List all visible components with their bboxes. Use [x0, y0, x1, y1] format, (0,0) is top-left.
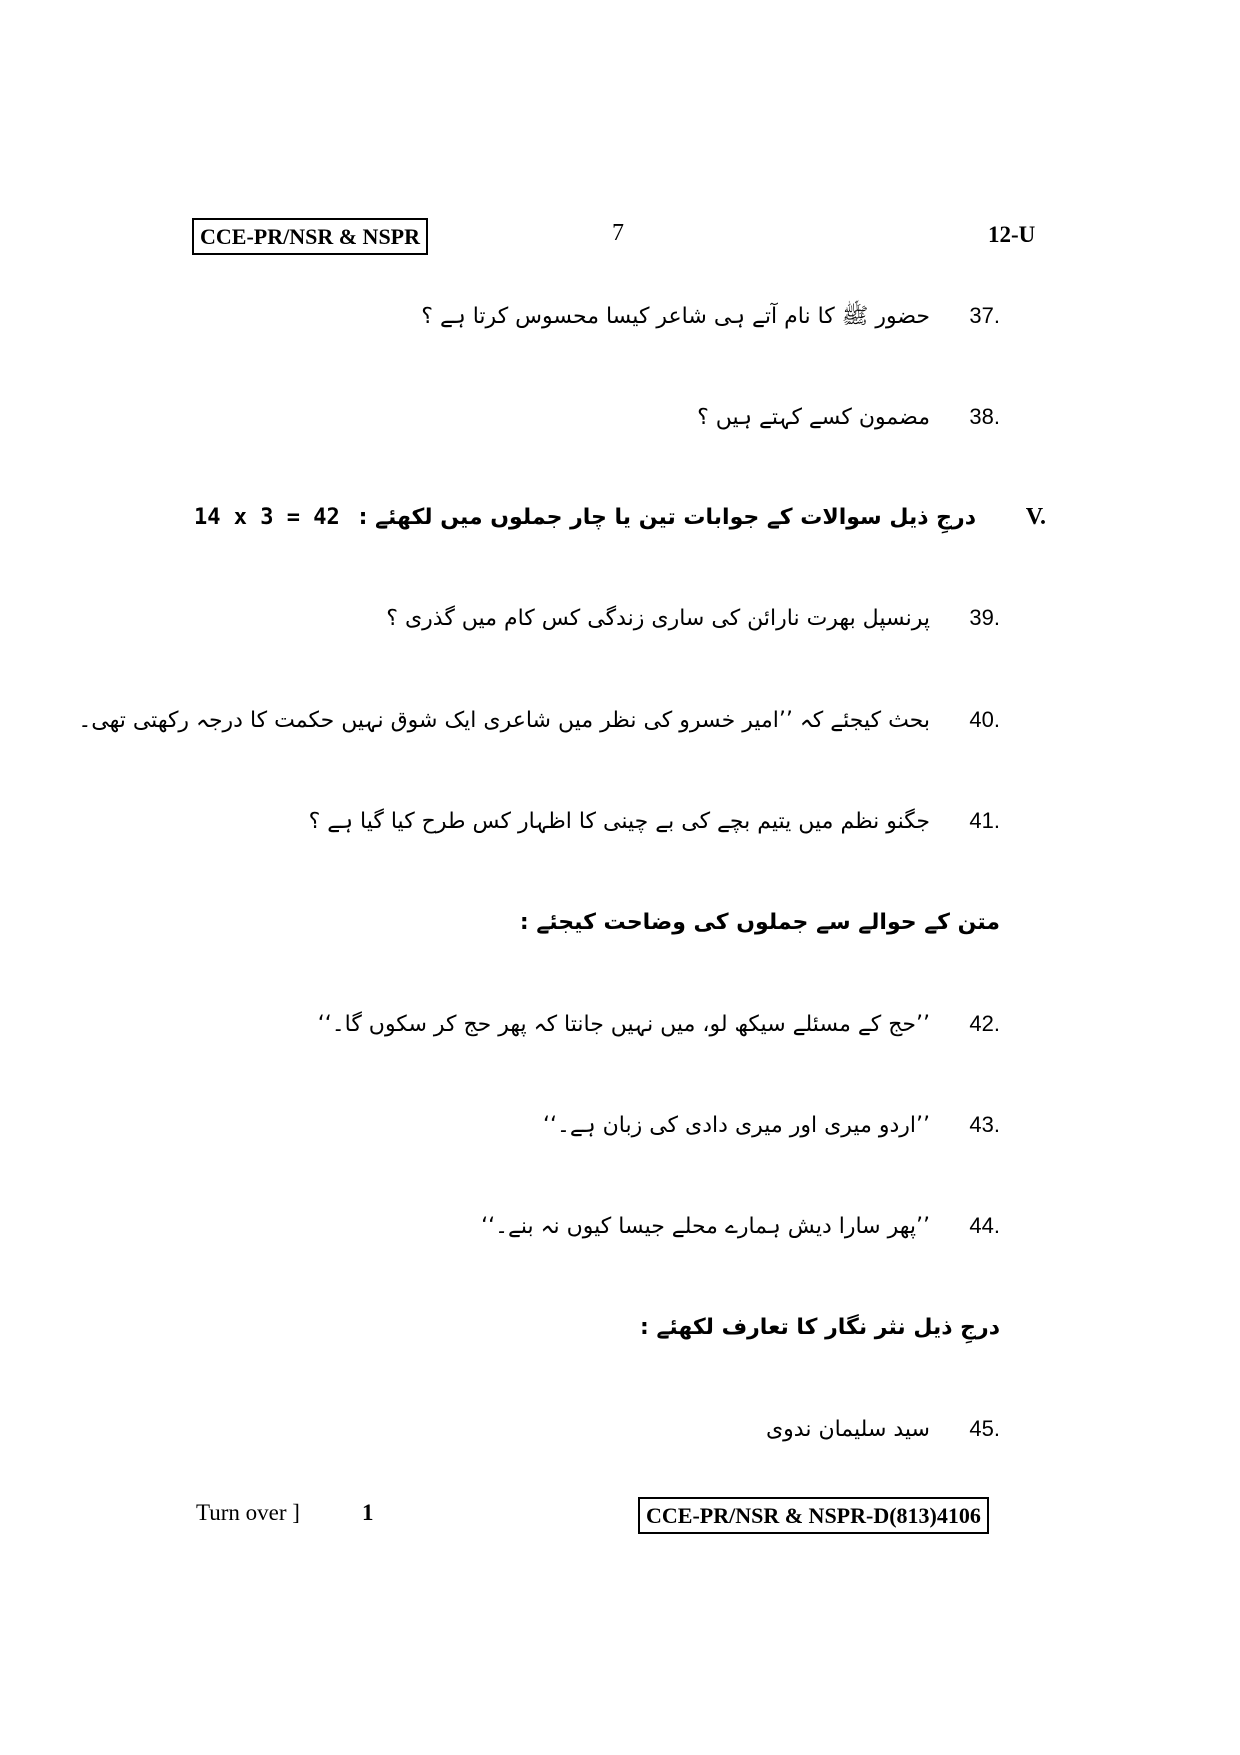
question-number: 39.	[969, 605, 1000, 630]
footer-code-box	[638, 1497, 989, 1534]
question-text: ’’حج کے مسئلے سیکھ لو، میں نہیں جانتا کہ پھر حج کر سکوں گا۔‘‘	[317, 1012, 930, 1037]
paper-id: 12-U	[988, 222, 1036, 247]
context-heading: متن کے حوالے سے جملوں کی وضاحت کیجئے :	[519, 910, 1000, 935]
question-number: 38.	[969, 404, 1000, 429]
question-text: سید سلیمان ندوی	[765, 1417, 930, 1442]
question-41	[309, 808, 1000, 834]
question-number: 40.	[969, 707, 1000, 732]
question-39	[386, 605, 1000, 631]
sheet-number: 1	[362, 1500, 374, 1525]
question-number: 37.	[969, 303, 1000, 328]
question-45	[766, 1416, 1000, 1442]
question-number: 44.	[969, 1213, 1000, 1238]
section-marks: 14 x 3 = 42	[194, 505, 340, 530]
question-text: حضور ﷺ کا نام آتے ہی شاعر کیسا محسوس کرتا ہے ؟	[421, 304, 930, 329]
section-roman-numeral: V.	[1025, 504, 1046, 530]
question-40	[78, 707, 1000, 733]
question-text: مضمون کسے کہتے ہیں ؟	[697, 405, 930, 430]
question-text: جگنو نظم میں یتیم بچے کی بے چینی کا اظہار کس طرح کیا گیا ہے ؟	[308, 809, 930, 834]
question-37	[421, 302, 1000, 334]
question-44	[481, 1213, 1000, 1239]
section-v-heading	[359, 504, 1046, 531]
section-instruction: درجِ ذیل سوالات کے جوابات تین یا چار جملوں میں لکھئے :	[358, 505, 976, 530]
footer-code: CCE-PR/NSR & NSPR-D(813)4106	[646, 1503, 981, 1528]
header-code: CCE-PR/NSR & NSPR	[200, 224, 420, 249]
question-number: 42.	[969, 1011, 1000, 1036]
question-43	[543, 1112, 1000, 1138]
header-code-box	[192, 218, 428, 255]
question-38	[697, 404, 1000, 430]
page-number: 7	[612, 220, 624, 246]
turn-over-label: Turn over ]	[196, 1500, 300, 1525]
question-text: ’’پھر سارا دیش ہمارے محلے جیسا کیوں نہ بنے۔‘‘	[481, 1214, 930, 1239]
question-text: بحث کیجئے کہ ’’امیر خسرو کی نظر میں شاعری ایک شوق نہیں حکمت کا درجہ رکھتی تھی۔	[78, 708, 930, 733]
intro-heading: درجِ ذیل نثر نگار کا تعارف لکھئے :	[640, 1315, 1000, 1340]
question-42	[318, 1011, 1000, 1037]
question-number: 43.	[969, 1112, 1000, 1137]
question-number: 45.	[969, 1416, 1000, 1441]
question-number: 41.	[969, 808, 1000, 833]
question-text: ’’اردو میری اور میری دادی کی زبان ہے۔‘‘	[542, 1113, 930, 1138]
question-text: پرنسپل بھرت نارائن کی ساری زندگی کس کام میں گذری ؟	[386, 606, 930, 631]
